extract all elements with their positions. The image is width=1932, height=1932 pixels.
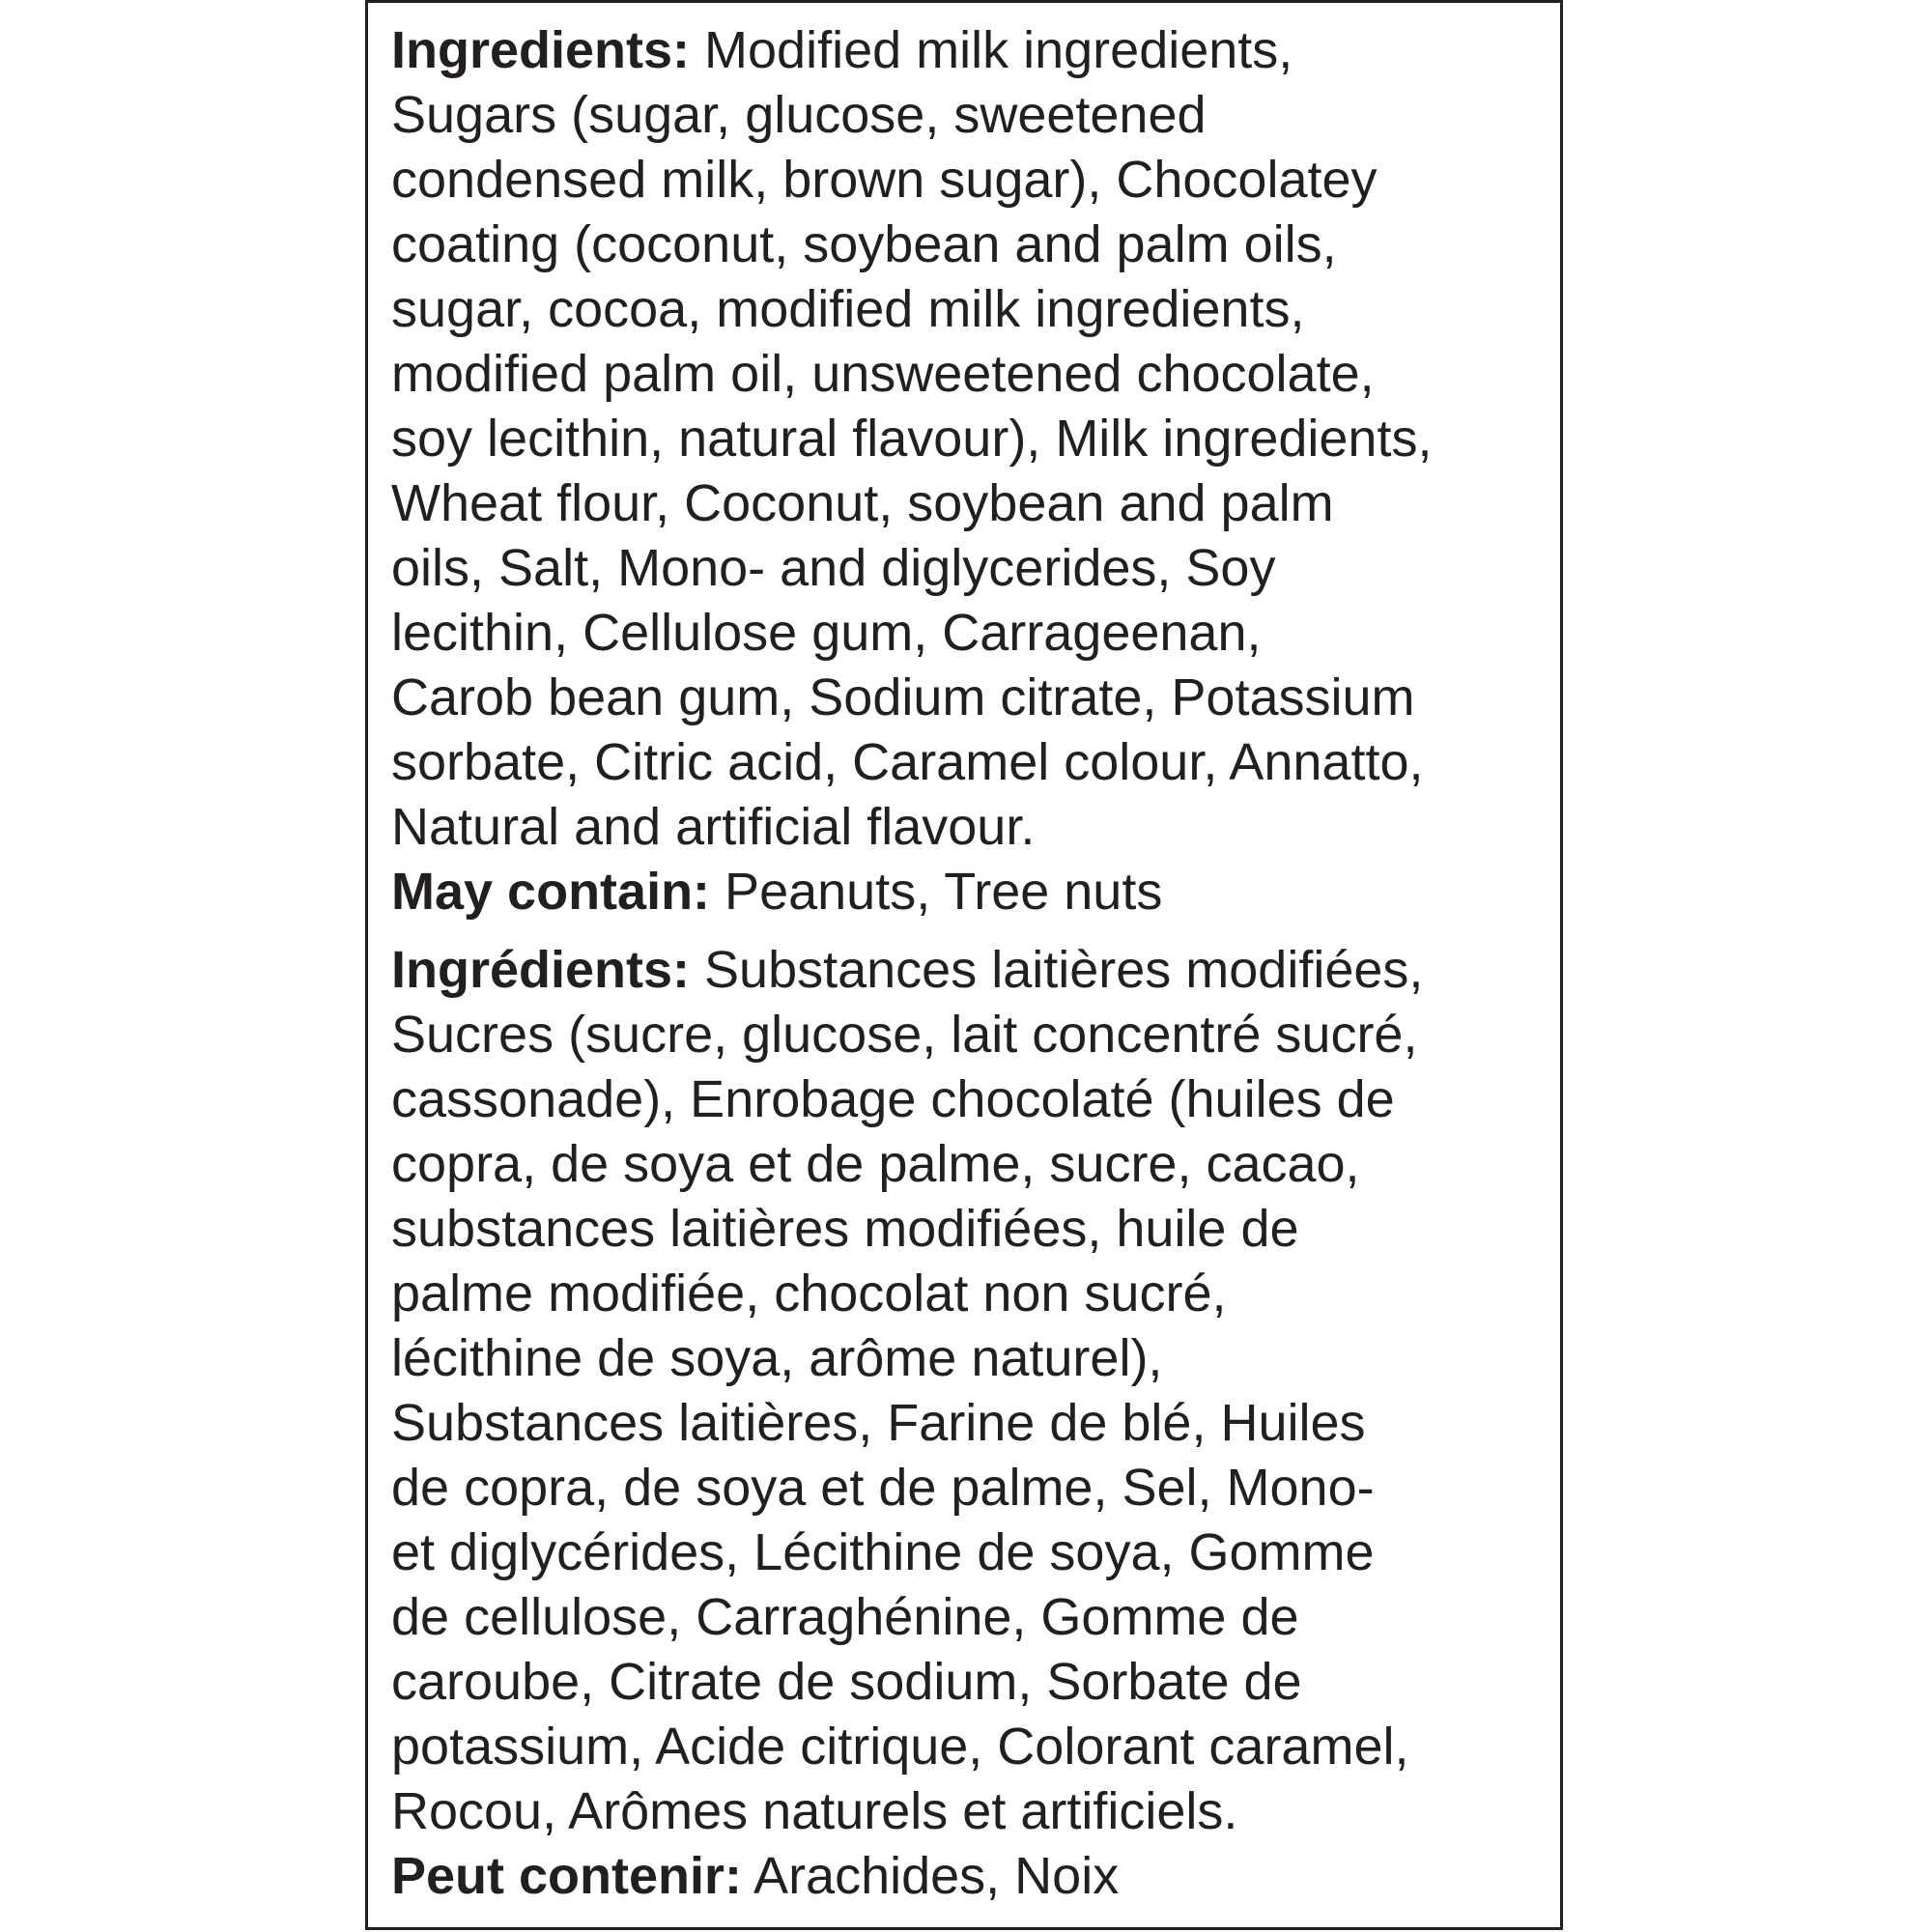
french-ingredients-line: et diglycérides, Lécithine de soya, Gomme xyxy=(391,1523,1375,1581)
english-ingredients-line: lecithin, Cellulose gum, Carrageenan, xyxy=(391,604,1262,662)
french-ingredients-line: Rocou, Arômes naturels et artificiels. xyxy=(391,1782,1238,1840)
english-ingredients-line: Natural and artificial flavour. xyxy=(391,798,1036,856)
french-ingredients-line: Sucres (sucre, glucose, lait concentré sucré, xyxy=(391,1006,1418,1064)
french-ingredients-block xyxy=(391,938,1550,1909)
french-ingredients-line: lécithine de soya, arôme naturel), xyxy=(391,1329,1163,1387)
french-ingredients-line: potassium, Acide citrique, Colorant caramel, xyxy=(391,1718,1409,1776)
french-ingredients-line: Substances laitières, Farine de blé, Huiles xyxy=(391,1394,1366,1452)
english-ingredients-line: Sugars (sugar, glucose, sweetened xyxy=(391,86,1207,144)
ingredients-label-panel xyxy=(365,0,1563,1930)
french-ingredients-line: palme modifiée, chocolat non sucré, xyxy=(391,1264,1227,1322)
english-ingredients-block xyxy=(391,18,1550,924)
french-may-contain-line xyxy=(391,1844,1550,1909)
french-ingredients-line: de cellulose, Carraghénine, Gomme de xyxy=(391,1588,1299,1646)
english-ingredients-text: Modified milk ingredients, xyxy=(690,21,1293,79)
french-ingredients-line: de copra, de soya et de palme, Sel, Mono- xyxy=(391,1459,1375,1517)
english-ingredients-line: modified palm oil, unsweetened chocolate, xyxy=(391,345,1375,403)
french-ingredients-line: cassonade), Enrobage chocolaté (huiles de xyxy=(391,1070,1395,1128)
french-may-contain-heading: Peut contenir: xyxy=(391,1847,743,1905)
english-ingredients-line xyxy=(391,18,1550,83)
english-ingredients-line: soy lecithin, natural flavour), Milk ingredients, xyxy=(391,410,1433,468)
english-ingredients-line: coating (coconut, soybean and palm oils, xyxy=(391,215,1337,273)
english-ingredients-line: oils, Salt, Mono- and diglycerides, Soy xyxy=(391,539,1276,597)
english-ingredients-line: sorbate, Citric acid, Caramel colour, Annatto, xyxy=(391,733,1424,791)
english-ingredients-heading: Ingredients: xyxy=(391,21,691,79)
english-ingredients-line: condensed milk, brown sugar), Chocolatey xyxy=(391,151,1378,209)
french-ingredients-heading: Ingrédients: xyxy=(391,941,691,999)
english-ingredients-line: Wheat flour, Coconut, soybean and palm xyxy=(391,474,1334,532)
english-may-contain-heading: May contain: xyxy=(391,863,711,921)
french-ingredients-line: caroube, Citrate de sodium, Sorbate de xyxy=(391,1653,1302,1711)
english-ingredients-line: sugar, cocoa, modified milk ingredients, xyxy=(391,280,1305,338)
french-ingredients-text: Substances laitières modifiées, xyxy=(690,941,1424,999)
french-ingredients-line xyxy=(391,938,1550,1003)
english-may-contain-line xyxy=(391,860,1550,924)
english-may-contain-text: Peanuts, Tree nuts xyxy=(710,863,1163,921)
french-may-contain-text: Arachides, Noix xyxy=(742,1847,1120,1905)
english-ingredients-line: Carob bean gum, Sodium citrate, Potassium xyxy=(391,668,1415,726)
french-ingredients-line: substances laitières modifiées, huile de xyxy=(391,1200,1299,1258)
french-ingredients-line: copra, de soya et de palme, sucre, cacao, xyxy=(391,1135,1360,1193)
